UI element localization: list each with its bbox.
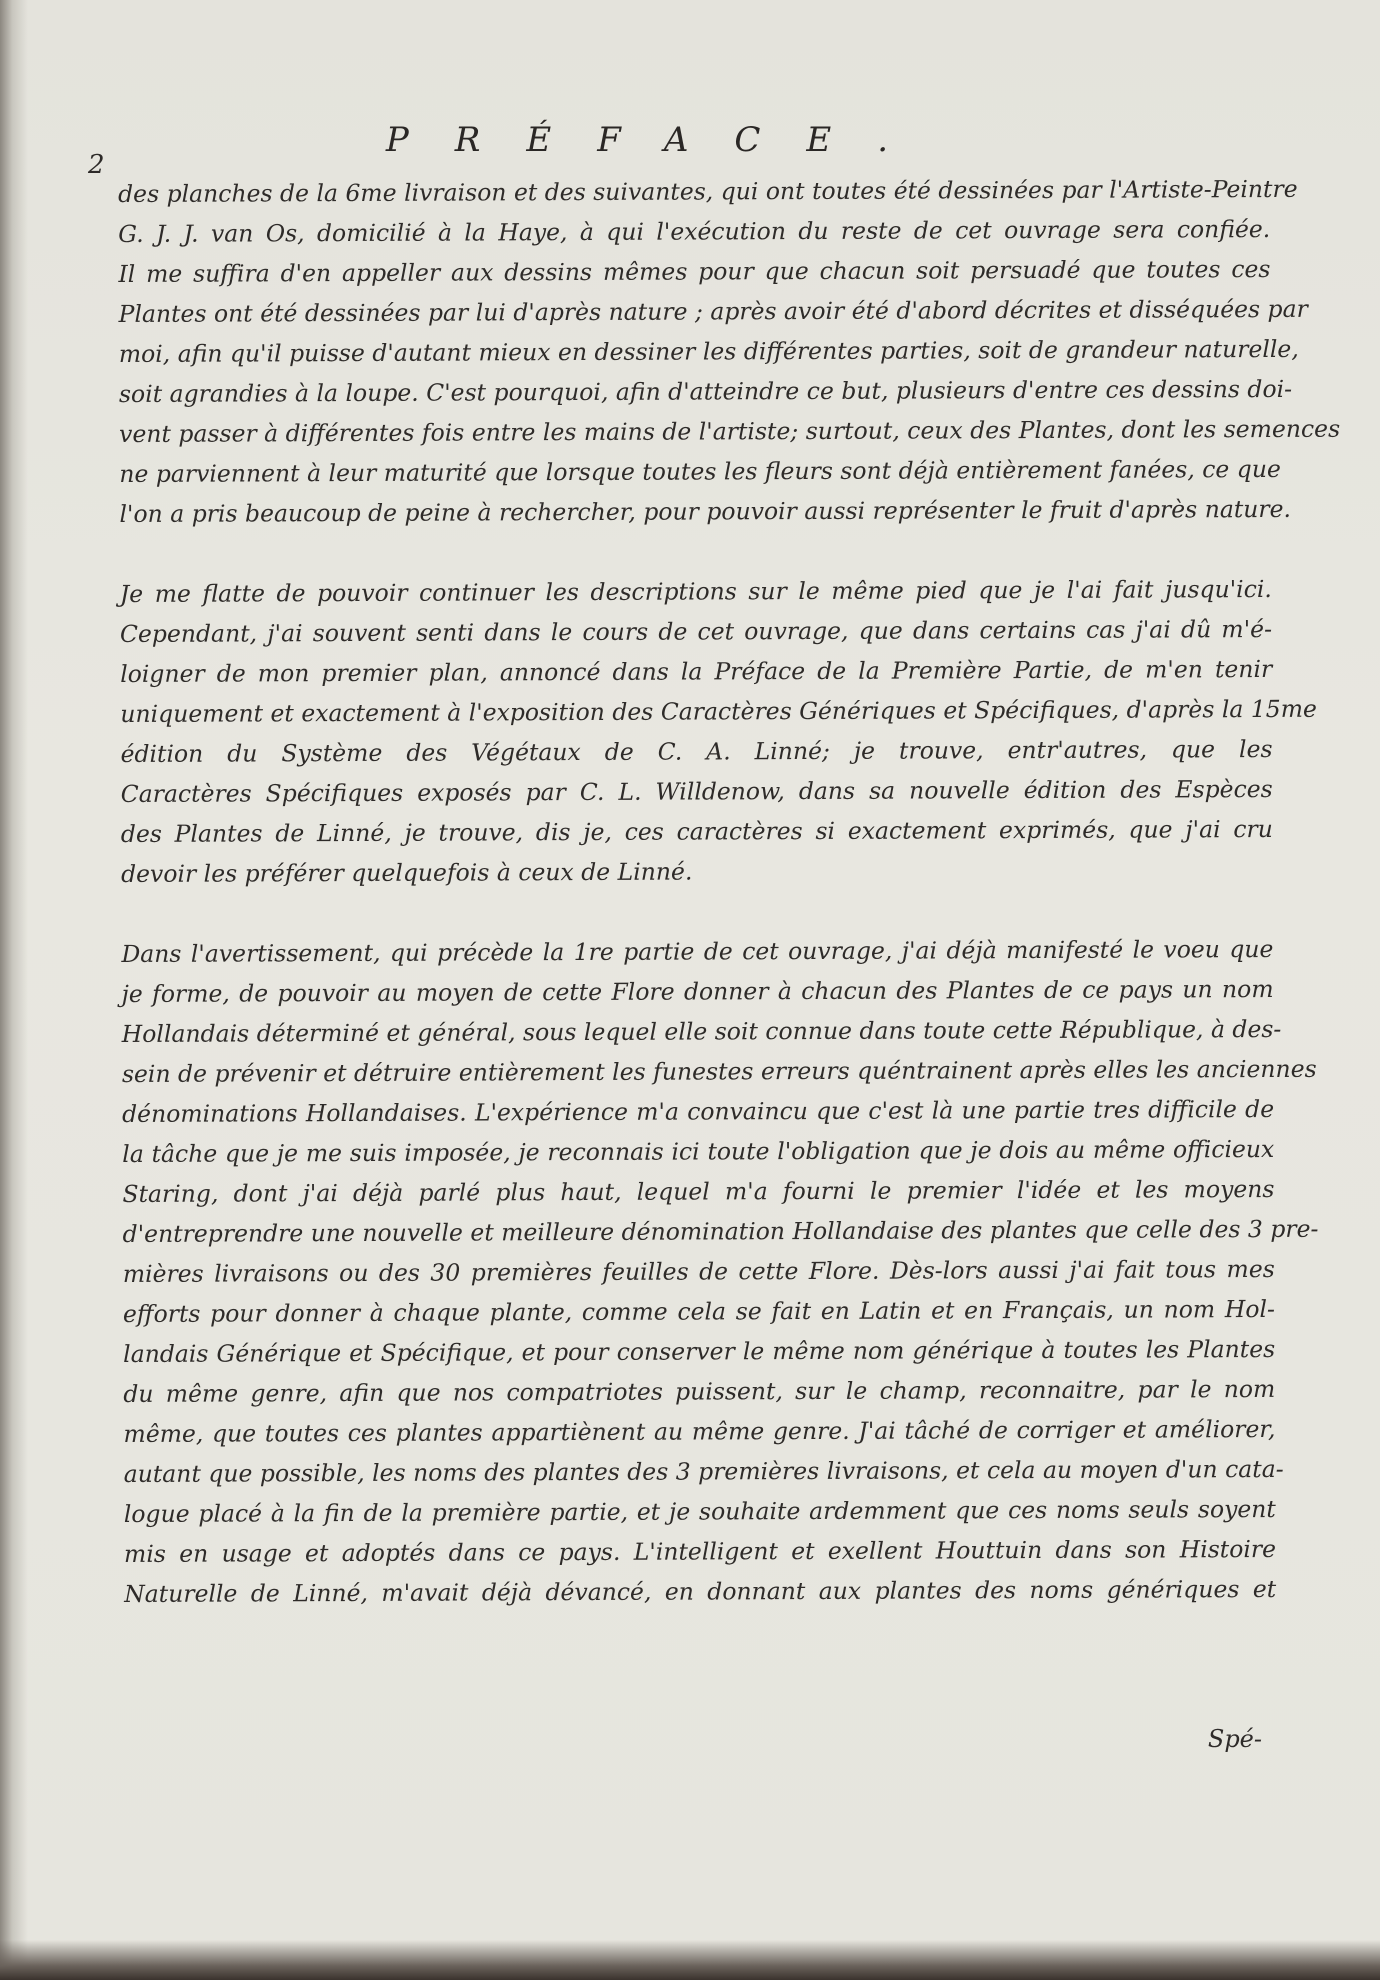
text-line: Plantes ont été dessinées par lui d'après nature ; après avoir été d'abord décrites et disséquées par — [118, 294, 1308, 328]
page-bottom-edge — [0, 1940, 1380, 1980]
text-line: loigner de mon premier plan, annoncé dans la Préface de la Première Partie, de m'en tenir — [120, 654, 1273, 688]
body-text — [118, 169, 1341, 1614]
text-line-last: devoir les préférer quelquefois à ceux de Linné. — [120, 857, 693, 888]
text-line: Caractères Spécifiques exposés par C. L. Willdenow, dans sa nouvelle édition des Espèces — [120, 774, 1273, 808]
text-line: logue placé à la fin de la première partie, et je souhaite ardemment que ces noms seuls soyent — [123, 1494, 1276, 1528]
text-line: vent passer à différentes fois entre les mains de l'artiste; surtout, ceux des Plantes, dont les semences — [119, 414, 1341, 448]
text-line: moi, afin qu'il puisse d'autant mieux en dessiner les différentes parties, soit de grandeur naturelle, — [118, 334, 1299, 368]
text-line: ne parviennent à leur maturité que lorsque toutes les fleurs sont déjà entièrement fanées, ce que — [119, 454, 1281, 488]
text-line: Naturelle de Linné, m'avait déjà dévancé, en donnant aux plantes des noms génériques et — [124, 1574, 1277, 1608]
paragraph-3 — [121, 929, 1319, 1614]
binding-gutter — [0, 0, 28, 1980]
text-line: des planches de la 6me livraison et des suivantes, qui ont toutes été dessinées par l'Artiste-Peintre — [118, 174, 1298, 208]
text-line: landais Générique et Spécifique, et pour conserver le même nom générique à toutes les Plantes — [123, 1334, 1276, 1368]
text-line: des Plantes de Linné, je trouve, dis je, ces caractères si exactement exprimés, que j'ai cru — [120, 814, 1273, 848]
text-line: édition du Système des Végétaux de C. A. Linné; je trouve, entr'autres, que les — [120, 734, 1273, 768]
text-line: même, que toutes ces plantes appartiènent au même genre. J'ai tâché de corriger et améliorer, — [123, 1414, 1276, 1448]
text-line: mis en usage et adoptés dans ce pays. L'intelligent et exellent Houttuin dans son Histoire — [123, 1534, 1277, 1568]
page-number: 2 — [88, 150, 105, 180]
text-line: je forme, de pouvoir au moyen de cette Flore donner à chacun des Plantes de ce pays un nom — [121, 974, 1274, 1008]
text-line: mières livraisons ou des 30 premières feuilles de cette Flore. Dès-lors aussi j'ai fait tous mes — [122, 1254, 1275, 1288]
catchword: Spé- — [1207, 1725, 1262, 1753]
text-line: l'on a pris beaucoup de peine à rechercher, pour pouvoir aussi représenter le fruit d'après nature. — [119, 494, 1292, 528]
text-line: autant que possible, les noms des plantes des 3 premières livraisons, et cela au moyen d'un cata- — [123, 1454, 1284, 1488]
running-head: PRÉFACE. — [385, 120, 935, 160]
text-line: d'entreprendre une nouvelle et meilleure dénomination Hollandaise des plantes que celle des 3 pre- — [122, 1214, 1319, 1248]
text-line: efforts pour donner à chaque plante, comme cela se fait en Latin et en Français, un nom Hol- — [122, 1294, 1276, 1328]
paragraph-2 — [119, 569, 1317, 894]
text-line: soit agrandies à la loupe. C'est pourquoi, afin d'atteindre ce but, plusieurs d'entre ces dessins doi- — [118, 374, 1293, 408]
text-line: uniquement et exactement à l'exposition des Caractères Génériques et Spécifiques, d'après la 15me — [120, 694, 1317, 728]
paragraph-1 — [118, 169, 1341, 534]
text-line: Je me flatte de pouvoir continuer les descriptions sur le même pied que je l'ai fait jusqu'ici. — [119, 574, 1272, 608]
text-line: la tâche que je me suis imposée, je reconnais ici toute l'obligation que je dois au même officieux — [122, 1134, 1275, 1168]
text-line: G. J. J. van Os, domicilié à la Haye, à qui l'exécution du reste de cet ouvrage sera confiée. — [118, 214, 1271, 248]
text-line: Hollandais déterminé et général, sous lequel elle soit connue dans toute cette République, à des- — [121, 1014, 1282, 1048]
text-line: dénominations Hollandaises. L'expérience m'a convaincu que c'est là une partie tres difficile de — [122, 1094, 1275, 1128]
text-line: Staring, dont j'ai déjà parlé plus haut, lequel m'a fourni le premier l'idée et les moyens — [122, 1174, 1275, 1208]
text-line: Il me suffira d'en appeller aux dessins mêmes pour que chacun soit persuadé que toutes ces — [118, 254, 1271, 288]
text-line: sein de prévenir et détruire entièrement les funestes erreurs quéntrainent après elles les anciennes — [121, 1054, 1317, 1088]
text-line: Cependant, j'ai souvent senti dans le cours de cet ouvrage, que dans certains cas j'ai dû m'é- — [119, 614, 1273, 648]
text-line: Dans l'avertissement, qui précède la 1re partie de cet ouvrage, j'ai déjà manifesté le voeu que — [121, 934, 1274, 968]
text-line: du même genre, afin que nos compatriotes puissent, sur le champ, reconnaitre, par le nom — [123, 1374, 1276, 1408]
